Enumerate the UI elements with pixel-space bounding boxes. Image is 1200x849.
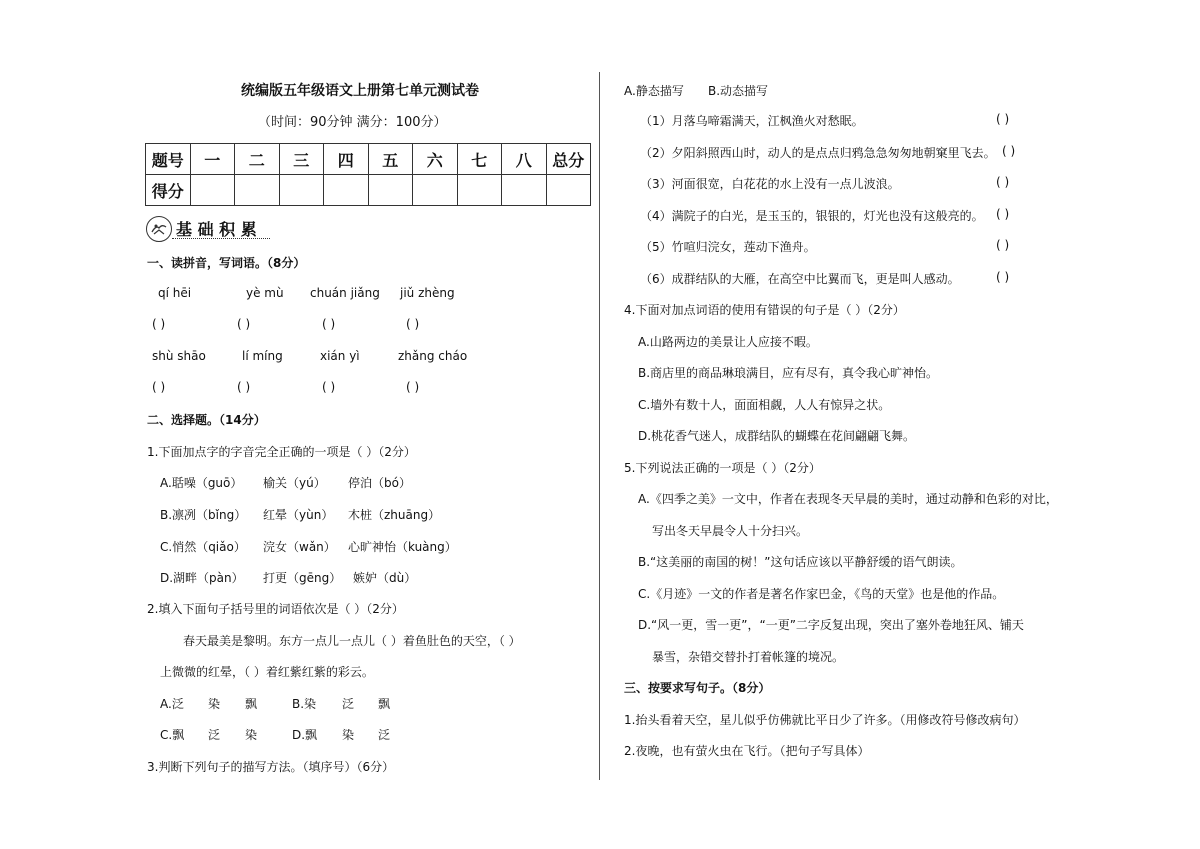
option-text: 心旷神怡（kuàng） [348,540,457,554]
option-text: 红晕（yùn） [263,508,334,522]
score-cell: 六 [413,144,458,175]
question-text: 3.判断下列句子的描写方法。（填序号）（6分） [147,760,395,774]
option-text: 嫉妒（dù） [353,571,417,585]
score-cell: 八 [502,144,547,175]
section-header: 基 础 积 累 [176,220,257,239]
option-text: D.飘 [292,728,318,742]
score-blank[interactable] [235,175,280,206]
option-text: C.《月迹》一文的作者是著名作家巴金，《鸟的天堂》也是他的作品。 [638,587,1005,601]
option-text: A.聒噪（guō） [160,476,243,490]
exam-title: 统编版五年级语文上册第七单元测试卷 [241,83,479,99]
score-cell: 题号 [146,144,191,175]
question-text: 2.填入下面句子括号里的词语依次是（ ）（2分） [147,602,404,616]
answer-blank[interactable]: ( ) [152,380,166,394]
answer-blank[interactable]: ( ) [1002,144,1016,158]
exam-subtitle: （时间：90分钟 满分：100分） [258,115,447,130]
score-row-label: 得分 [146,175,191,206]
option-text: A.山路两边的美景让人应接不暇。 [638,335,818,349]
pinyin: lí míng [242,349,283,363]
judge-item: （2）夕阳斜照西山时，动人的是点点归鸦急急匆匆地朝窠里飞去。 [640,146,996,160]
option-text: 榆关（yú） [263,476,326,490]
option-text: A.《四季之美》一文中，作者在表现冬天早晨的美时，通过动静和色彩的对比， [638,492,1058,506]
passage-text: 春天最美是黎明。东方一点儿一点儿（ ）着鱼肚色的天空，（ ） [183,634,521,648]
answer-blank[interactable]: ( ) [996,112,1010,126]
score-cell: 三 [279,144,324,175]
question-text: 1.抬头看着天空，星儿似乎仿佛就比平日少了许多。（用修改符号修改病句） [624,713,1026,727]
answer-blank[interactable]: ( ) [152,317,166,331]
q1-heading: 一、读拼音，写词语。（8分） [147,256,306,270]
answer-blank[interactable]: ( ) [322,317,336,331]
option-text: D.湖畔（pàn） [160,571,244,585]
q3-heading: 三、按要求写句子。（8分） [624,681,771,695]
judge-item: （4）满院子的白光，是玉玉的，银银的，灯光也没有这般亮的。 [640,209,984,223]
pinyin: xián yì [320,349,360,363]
option-text: 泛 [208,728,221,742]
option-text: 浣女（wǎn） [263,540,336,554]
option-text: 泛 [342,697,355,711]
score-blank[interactable] [368,175,413,206]
score-blank[interactable] [190,175,235,206]
question-text: 4.下面对加点词语的使用有错误的句子是（ ）（2分） [624,303,905,317]
option-text: 打更（gēng） [263,571,342,585]
option-text: 染 [245,728,258,742]
option-text: A.泛 [160,697,184,711]
option-text: D.桃花香气迷人，成群结队的蝴蝶在花间翩翩飞舞。 [638,429,916,443]
answer-blank[interactable]: ( ) [237,380,251,394]
score-table-header-row [146,144,591,175]
answer-blank[interactable]: ( ) [406,380,420,394]
score-blank[interactable] [279,175,324,206]
option-text: C.悄然（qiǎo） [160,540,246,554]
option-text: 飘 [245,697,258,711]
option-text: B.染 [292,697,317,711]
column-divider [599,72,600,780]
score-cell: 七 [457,144,502,175]
answer-blank[interactable]: ( ) [237,317,251,331]
pinyin: zhǎng cháo [398,349,468,363]
judge-item: （1）月落乌啼霜满天，江枫渔火对愁眠。 [640,114,864,128]
judge-item: （6）成群结队的大雁，在高空中比翼而飞，更是叫人感动。 [640,272,960,286]
q2-heading: 二、选择题。（14分） [147,413,266,427]
pinyin: yè mù [246,286,284,300]
answer-blank[interactable]: ( ) [996,270,1010,284]
score-cell: 总分 [546,144,591,175]
option-text: 泛 [378,728,391,742]
score-cell: 五 [368,144,413,175]
option-text: B.凛冽（bǐng） [160,508,247,522]
question-text: 2.夜晚，也有萤火虫在飞行。（把句子写具体） [624,744,870,758]
judge-item: （3）河面很宽，白花花的水上没有一点儿波浪。 [640,177,900,191]
score-table-score-row [146,175,591,206]
option-text: C.飘 [160,728,185,742]
option-text: 染 [342,728,355,742]
judge-item: （5）竹喧归浣女，莲动下渔舟。 [640,240,816,254]
option-text: 飘 [378,697,391,711]
score-blank[interactable] [413,175,458,206]
answer-blank[interactable]: ( ) [406,317,420,331]
answer-blank[interactable]: ( ) [996,238,1010,252]
answer-blank[interactable]: ( ) [322,380,336,394]
pinyin: shù shāo [152,349,206,363]
pinyin: jiǔ zhèng [400,286,455,300]
question-text: 1.下面加点字的字音完全正确的一项是（ ）（2分） [147,445,416,459]
option-text: 暴雪，杂错交替扑打着帐篷的境况。 [652,650,845,664]
option-text: 停泊（bó） [348,476,411,490]
book-icon [146,216,172,242]
score-cell: 四 [324,144,369,175]
option-text: B.动态描写 [708,84,769,98]
option-text: 染 [208,697,221,711]
score-cell: 一 [190,144,235,175]
pinyin: qí hēi [158,286,192,300]
answer-blank[interactable]: ( ) [996,207,1010,221]
score-cell: 二 [235,144,280,175]
score-blank[interactable] [546,175,591,206]
option-text: 木桩（zhuāng） [348,508,441,522]
score-blank[interactable] [457,175,502,206]
option-text: A.静态描写 [624,84,684,98]
score-blank[interactable] [502,175,547,206]
passage-text: 上微微的红晕，（ ）着红紫红紫的彩云。 [160,665,374,679]
option-text: 写出冬天早晨令人十分扫兴。 [652,524,809,538]
option-text: B.“这美丽的南国的树！”这句话应该以平静舒缓的语气朗读。 [638,555,963,569]
option-text: C.墙外有数十人，面面相觑，人人有惊异之状。 [638,398,891,412]
option-text: D.“风一更，雪一更”，“一更”二字反复出现，突出了塞外卷地狂风、铺天 [638,618,1024,632]
option-text: B.商店里的商品琳琅满目，应有尽有，真令我心旷神怡。 [638,366,939,380]
answer-blank[interactable]: ( ) [996,175,1010,189]
pinyin: chuán jiǎng [310,286,380,300]
question-text: 5.下列说法正确的一项是（ ）（2分） [624,461,821,475]
score-blank[interactable] [324,175,369,206]
section-underline [172,238,270,240]
score-table [145,143,591,206]
